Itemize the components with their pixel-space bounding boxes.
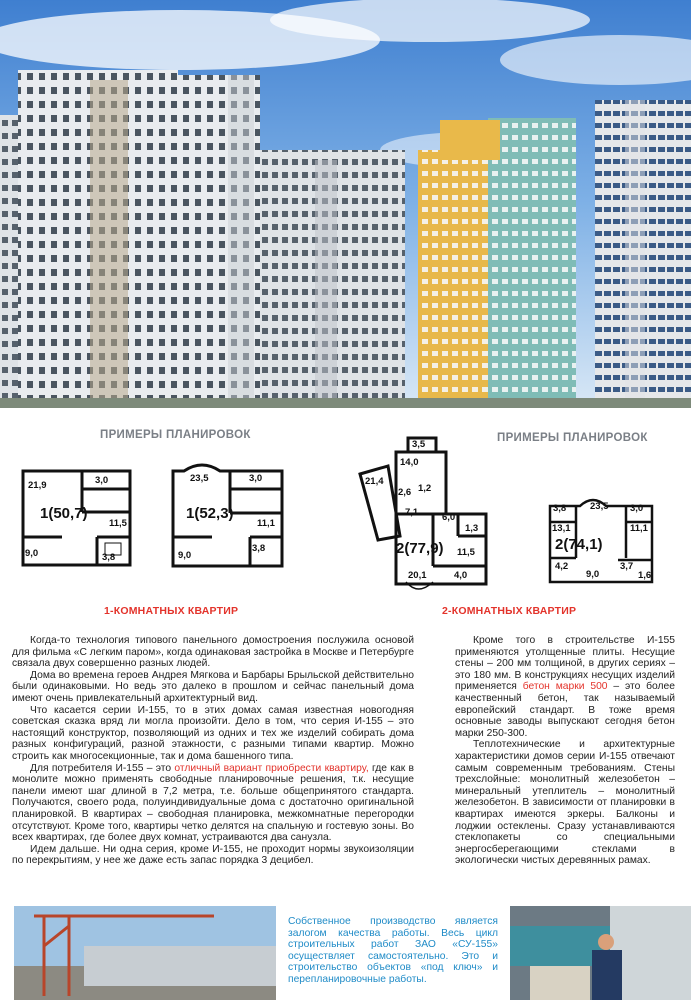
factory-photo — [14, 906, 276, 1000]
room-area: 3,0 — [630, 503, 644, 514]
plan-title: 1(52,3) — [186, 505, 234, 522]
room-area: 14,0 — [400, 457, 419, 468]
paragraph: Когда-то технология типового панельного домостроения послужила основой для фильма «С легким паром», когда одинаковая застройка в Москве и Петербурге связала двух совершенно разных людей. — [12, 635, 414, 670]
room-area: 9,0 — [178, 550, 192, 561]
room-area: 9,0 — [25, 548, 39, 559]
room-area: 3,0 — [95, 475, 109, 486]
room-area: 9,0 — [586, 569, 600, 580]
floor-plan-1-50-7 — [22, 467, 132, 567]
room-area: 13,1 — [552, 523, 571, 534]
room-area: 23,5 — [590, 501, 609, 512]
category-2-room: 2-КОМНАТНЫХ КВАРТИР — [442, 605, 577, 617]
room-area: 11,5 — [457, 547, 475, 558]
production-note: Собственное производство является залогом качества работы. Весь цикл строительных работ ЗАО «СУ-155» осуществляет самостоятельно. Это и строительство объектов «под ключ» и перепланировочные работы. — [288, 916, 498, 985]
room-area: 1,3 — [465, 523, 479, 534]
room-area: 3,8 — [252, 543, 266, 554]
article-left-column — [12, 635, 414, 867]
room-area: 3,0 — [249, 473, 263, 484]
text: Для потребителя И-155 – это — [30, 762, 175, 774]
category-1-room: 1-КОМНАТНЫХ КВАРТИР — [104, 605, 239, 617]
paragraph: Дома во времена героев Андрея Мягкова и Барбары Брыльской действительно были одинаковыми. Но ведь это далеко в прошлом и сейчас панельный дома имеют очень привлекательный архитектурный вид. — [12, 669, 414, 704]
room-area: 3,5 — [412, 439, 426, 450]
text: Кроме того в строительстве И-155 применяются утолщенные плиты. Несущие стены – 200 мм толщиной, в других сериях – это 180 мм. В конструкциях несущих изделий применяется — [455, 635, 675, 693]
paragraph: Идем дальше. Ни одна серия, кроме И-155, не проходит нормы звукоизоляции по перекрытиям, у нее же даже есть запас порядка 3 децибел. — [12, 843, 414, 867]
paragraph: Теплотехнические и архитектурные характеристики домов серии И-155 отвечают самым современным требованиям. Стены трехслойные: монолитный железобетон – минеральный утеплитель – монолитный железобетон. В зависимости от планировки в квартирах имеются эркеры. Балконы и лоджии остеклены. Сразу устанавливаются стеклопакеты со специальными энергосберегающими стеклами в экологически чистых деревянных рамах. — [455, 739, 675, 867]
room-area: 4,0 — [454, 570, 468, 581]
room-area: 7,1 — [405, 507, 419, 518]
room-area: 23,5 — [190, 473, 209, 484]
floor-plan-1-52-3 — [172, 463, 284, 568]
paragraph — [12, 763, 414, 844]
highlight-text: бетон марки 500 — [522, 681, 608, 693]
room-area: 21,4 — [365, 476, 384, 487]
worker-photo — [510, 906, 691, 1000]
room-area: 3,8 — [102, 552, 116, 563]
paragraph: Что касается серии И-155, то в этих домах самая известная новогодняя советская сказка вряд ли могла произойти. Дело в том, что серия И-155 – это настоящий конструктор, позволяющий из одних и тех же изделий собирать дома разных конфигураций, разной этажности, с разными типами квартир. Можно строить как многосекционные, так и дома башенного типа. — [12, 704, 414, 762]
room-area: 20,1 — [408, 570, 427, 581]
plans-heading-left: ПРИМЕРЫ ПЛАНИРОВОК — [100, 429, 251, 441]
text: – это более качественный бетон, так называемый европейский стандарт. В тоже время основные заводы выпускают сегодня бетон марки 250-300. — [455, 681, 675, 739]
room-area: 21,9 — [28, 480, 47, 491]
room-area: 6,0 — [442, 512, 456, 523]
room-area: 2,6 — [398, 487, 412, 498]
room-area: 11,1 — [257, 518, 275, 529]
highlight-text: отличный вариант приобрести квартиру, — [174, 762, 369, 774]
floor-plan-2-74-1 — [548, 498, 656, 584]
room-area: 4,2 — [555, 561, 569, 572]
plan-title: 1(50,7) — [40, 505, 88, 522]
room-area: 1,6 — [638, 570, 652, 581]
plan-title: 2(77,9) — [396, 540, 444, 557]
room-area: 11,5 — [109, 518, 127, 529]
room-area: 11,1 — [630, 523, 648, 534]
text: где как в монолите можно применять свободные планировочные решения, т.к. несущие панели имеют шаг длиной в 7,2 метра, т.е. больше общепринятого стандарта. Получаются, своего рода, полуиндивидуальные дома с достаточно оригинальной планировкой. В квартирах – свободная планировка, межкомнатные перегородки отсутствуют. Кроме того, квартиры четко делятся на спальную и гостевую зоны. Во всех квартирах, где более двух комнат, устраиваются два санузла. — [12, 762, 414, 844]
plans-heading-right: ПРИМЕРЫ ПЛАНИРОВОК — [497, 432, 648, 444]
buildings-photo — [0, 0, 691, 408]
room-area: 3,7 — [620, 561, 634, 572]
room-area: 1,2 — [418, 483, 432, 494]
room-area: 3,8 — [553, 503, 567, 514]
paragraph — [455, 635, 675, 739]
plan-title: 2(74,1) — [555, 536, 603, 553]
article-right-column — [455, 635, 675, 867]
floor-plan-2-77-9 — [358, 436, 488, 586]
